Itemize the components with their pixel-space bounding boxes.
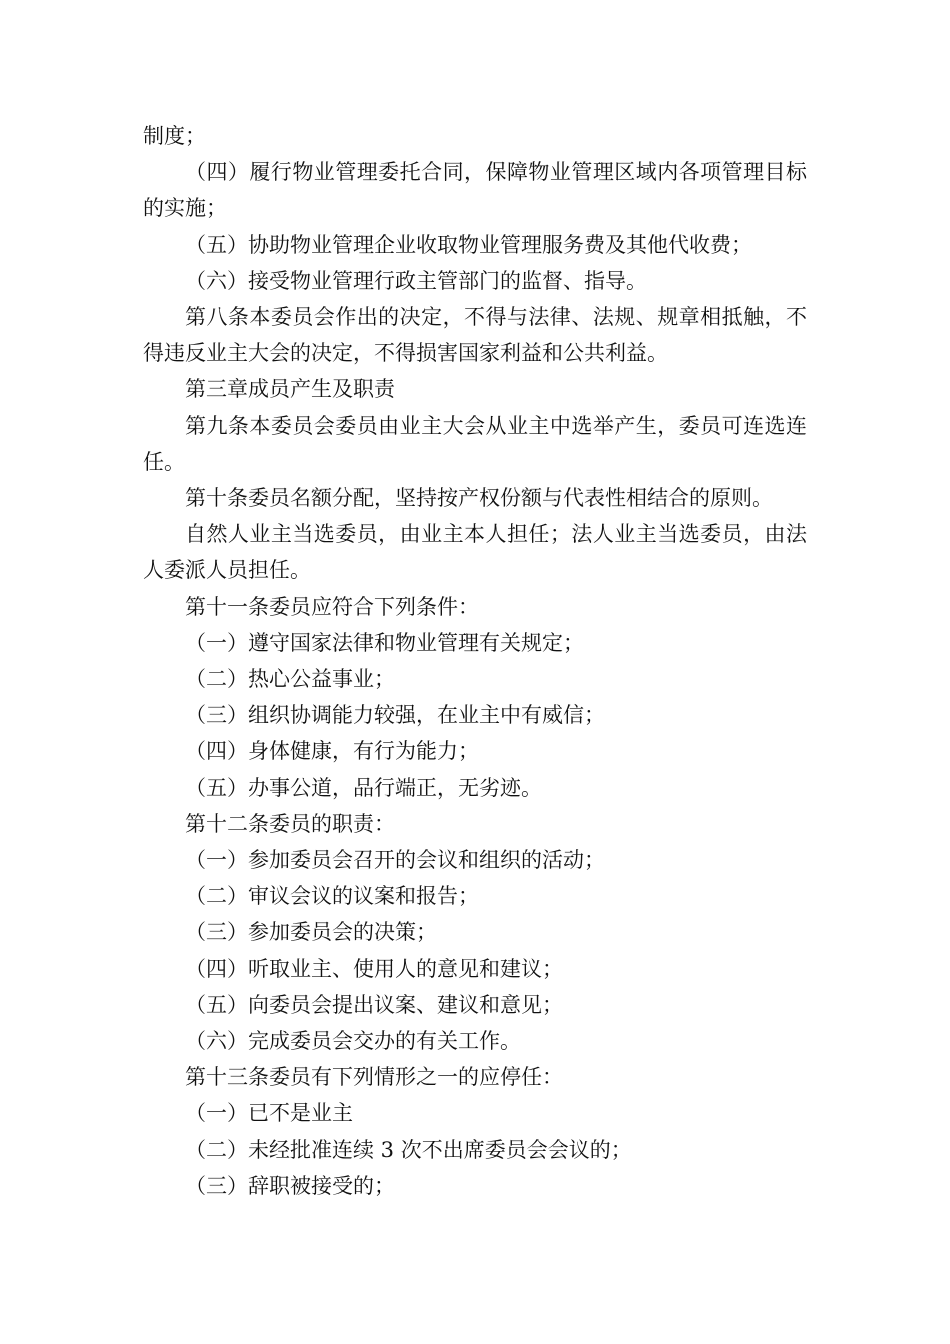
list-item: （六）完成委员会交办的有关工作。 [185, 1029, 521, 1054]
list-item: （三）组织协调能力较强，在业主中有威信； [185, 703, 605, 728]
list-item: （五）办事公道，品行端正，无劣迹。 [185, 775, 542, 800]
chapter-heading: 第三章成员产生及职责 [185, 377, 395, 402]
paragraph: 第八条本委员会作出的决定，不得与法律、法规、规章相抵触，不得违反业主大会的决定，不得损害国家利益和公共利益。 [143, 305, 807, 366]
list-item: （二）审议会议的议案和报告； [185, 884, 479, 909]
paragraph: （六）接受物业管理行政主管部门的监督、指导。 [185, 268, 647, 293]
list-item: （五）向委员会提出议案、建议和意见； [185, 992, 563, 1017]
document-body [143, 118, 807, 1204]
paragraph: （五）协助物业管理企业收取物业管理服务费及其他代收费； [185, 232, 752, 257]
paragraph: （四）履行物业管理委托合同，保障物业管理区域内各项管理目标的实施； [143, 160, 807, 221]
paragraph: 第十条委员名额分配，坚持按产权份额与代表性相结合的原则。 [185, 486, 773, 511]
paragraph: 第十二条委员的职责： [185, 811, 395, 836]
list-item: （一）参加委员会召开的会议和组织的活动； [185, 848, 605, 873]
paragraph: 第九条本委员会委员由业主大会从业主中选举产生，委员可连选连任。 [143, 413, 807, 474]
paragraph: 制度； [143, 124, 206, 148]
list-item: （一）遵守国家法律和物业管理有关规定； [185, 630, 584, 655]
list-item: （二）未经批准连续 3 次不出席委员会会议的； [185, 1137, 632, 1162]
list-item: （三）参加委员会的决策； [185, 920, 437, 945]
list-item: （四）听取业主、使用人的意见和建议； [185, 956, 563, 981]
paragraph: 第十一条委员应符合下列条件： [185, 594, 479, 619]
list-item: （四）身体健康，有行为能力； [185, 739, 479, 764]
list-item: （二）热心公益事业； [185, 667, 395, 692]
paragraph: 自然人业主当选委员，由业主本人担任；法人业主当选委员，由法人委派人员担任。 [143, 522, 807, 583]
list-item: （一）已不是业主 [185, 1101, 353, 1126]
paragraph: 第十三条委员有下列情形之一的应停任： [185, 1065, 563, 1090]
list-item: （三）辞职被接受的； [185, 1173, 395, 1198]
